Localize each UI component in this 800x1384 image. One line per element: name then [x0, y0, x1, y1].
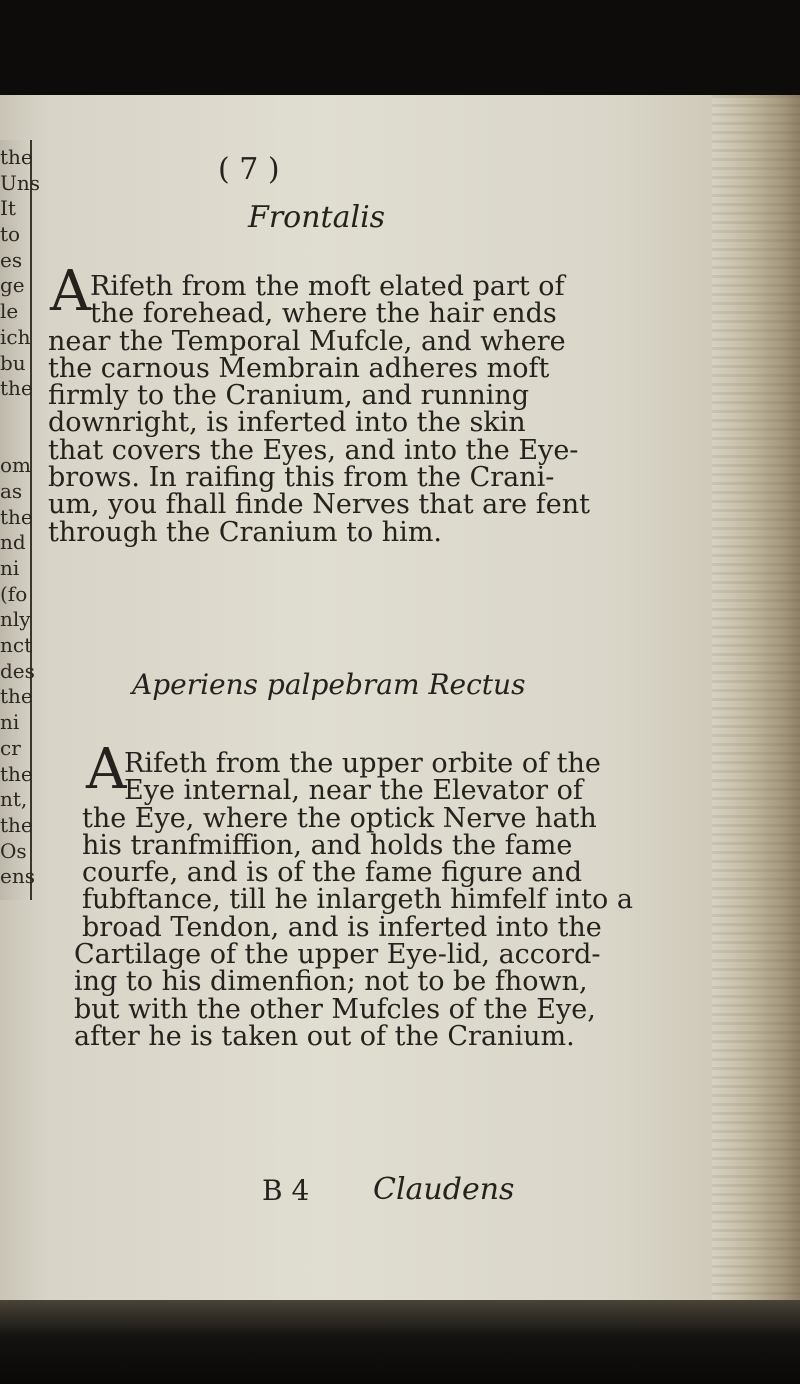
previous-page-fragment: nct	[0, 633, 33, 658]
text-line: ing to his dimenfion; not to be fhown,	[74, 966, 588, 998]
previous-page-fragment: ens	[0, 864, 35, 889]
page-number: ( 7 )	[218, 152, 280, 187]
previous-page-fragment: ge	[0, 273, 25, 298]
previous-page-fragment: the	[0, 145, 33, 169]
paragraph-frontalis	[48, 273, 738, 546]
signature-mark: B 4	[262, 1174, 310, 1207]
text-line: that covers the Eyes, and into the Eye-	[48, 434, 579, 466]
previous-page-fragment: as	[0, 478, 23, 503]
paragraph-aperiens	[48, 750, 738, 1050]
text-line: the carnous Membrain adheres moft	[48, 352, 550, 384]
text-line: fubftance, till he inlargeth himfelf into a	[82, 884, 633, 916]
previous-page-fragment: to	[0, 222, 21, 247]
previous-page-fragment: ich	[0, 324, 31, 349]
previous-page-fragment: the	[0, 504, 33, 529]
previous-page-fragment: the	[0, 684, 33, 709]
text-line: Rifeth from the moft elated part of	[90, 271, 565, 302]
text-line: the forehead, where the hair ends	[90, 298, 557, 330]
previous-page-fragment: Uns	[0, 170, 40, 195]
previous-page-fragment: des	[0, 658, 35, 683]
section-heading-frontalis: Frontalis	[248, 200, 386, 235]
previous-page-fragment: om	[0, 453, 32, 478]
text-line: um, you fhall finde Nerves that are fent	[48, 489, 590, 521]
dropcap-2: A	[86, 737, 127, 802]
previous-page-fragment: It	[0, 196, 16, 221]
previous-page-fragment: Os	[0, 838, 27, 863]
text-line: brows. In raifing this from the Crani-	[48, 462, 555, 494]
previous-page-fragment: bu	[0, 350, 26, 375]
text-line: after he is taken out of the Cranium.	[74, 1020, 575, 1052]
previous-page-fragment: the	[0, 761, 33, 786]
previous-page-fragment: cr	[0, 735, 21, 760]
previous-page-fragment: ni	[0, 556, 20, 580]
section-heading-aperiens: Aperiens palpebram Rectus	[132, 668, 526, 701]
text-line: near the Temporal Mufcle, and where	[48, 325, 566, 357]
previous-page-fragment: nly	[0, 607, 31, 632]
previous-page-fragment: the	[0, 376, 33, 401]
text-line: firmly to the Cranium, and running	[48, 380, 530, 412]
previous-page-fragment: nd	[0, 530, 26, 555]
text-line: Eye internal, near the Elevator of	[124, 775, 583, 807]
previous-page-fragment: le	[0, 299, 19, 324]
text-line: Rifeth from the upper orbite of the	[124, 748, 601, 779]
previous-page-fragment	[0, 402, 30, 428]
text-line: but with the other Mufcles of the Eye,	[74, 993, 596, 1025]
text-line: his tranfmiffion, and holds the fame	[82, 829, 573, 861]
previous-page-fragment: nt,	[0, 787, 28, 812]
text-line: through the Cranium to him.	[48, 516, 443, 548]
page-shadow	[0, 1300, 800, 1384]
text-line: downright, is inferted into the skin	[48, 407, 526, 439]
previous-page-fragment: es	[0, 247, 23, 272]
previous-page-fragment: the	[0, 812, 33, 837]
previous-page-fragment: ni	[0, 710, 20, 735]
previous-page-fragment	[0, 428, 30, 454]
text-line: Cartilage of the upper Eye-lid, accord-	[74, 939, 601, 971]
text-line: broad Tendon, and is inferted into the	[82, 911, 602, 943]
text-line: the Eye, where the optick Nerve hath	[82, 802, 597, 834]
catchword: Claudens	[373, 1172, 515, 1207]
previous-page-fragments	[0, 145, 40, 890]
text-line: courfe, and is of the fame figure and	[82, 857, 583, 889]
previous-page-fragment: (fo	[0, 581, 28, 606]
dropcap-1: A	[50, 259, 91, 324]
